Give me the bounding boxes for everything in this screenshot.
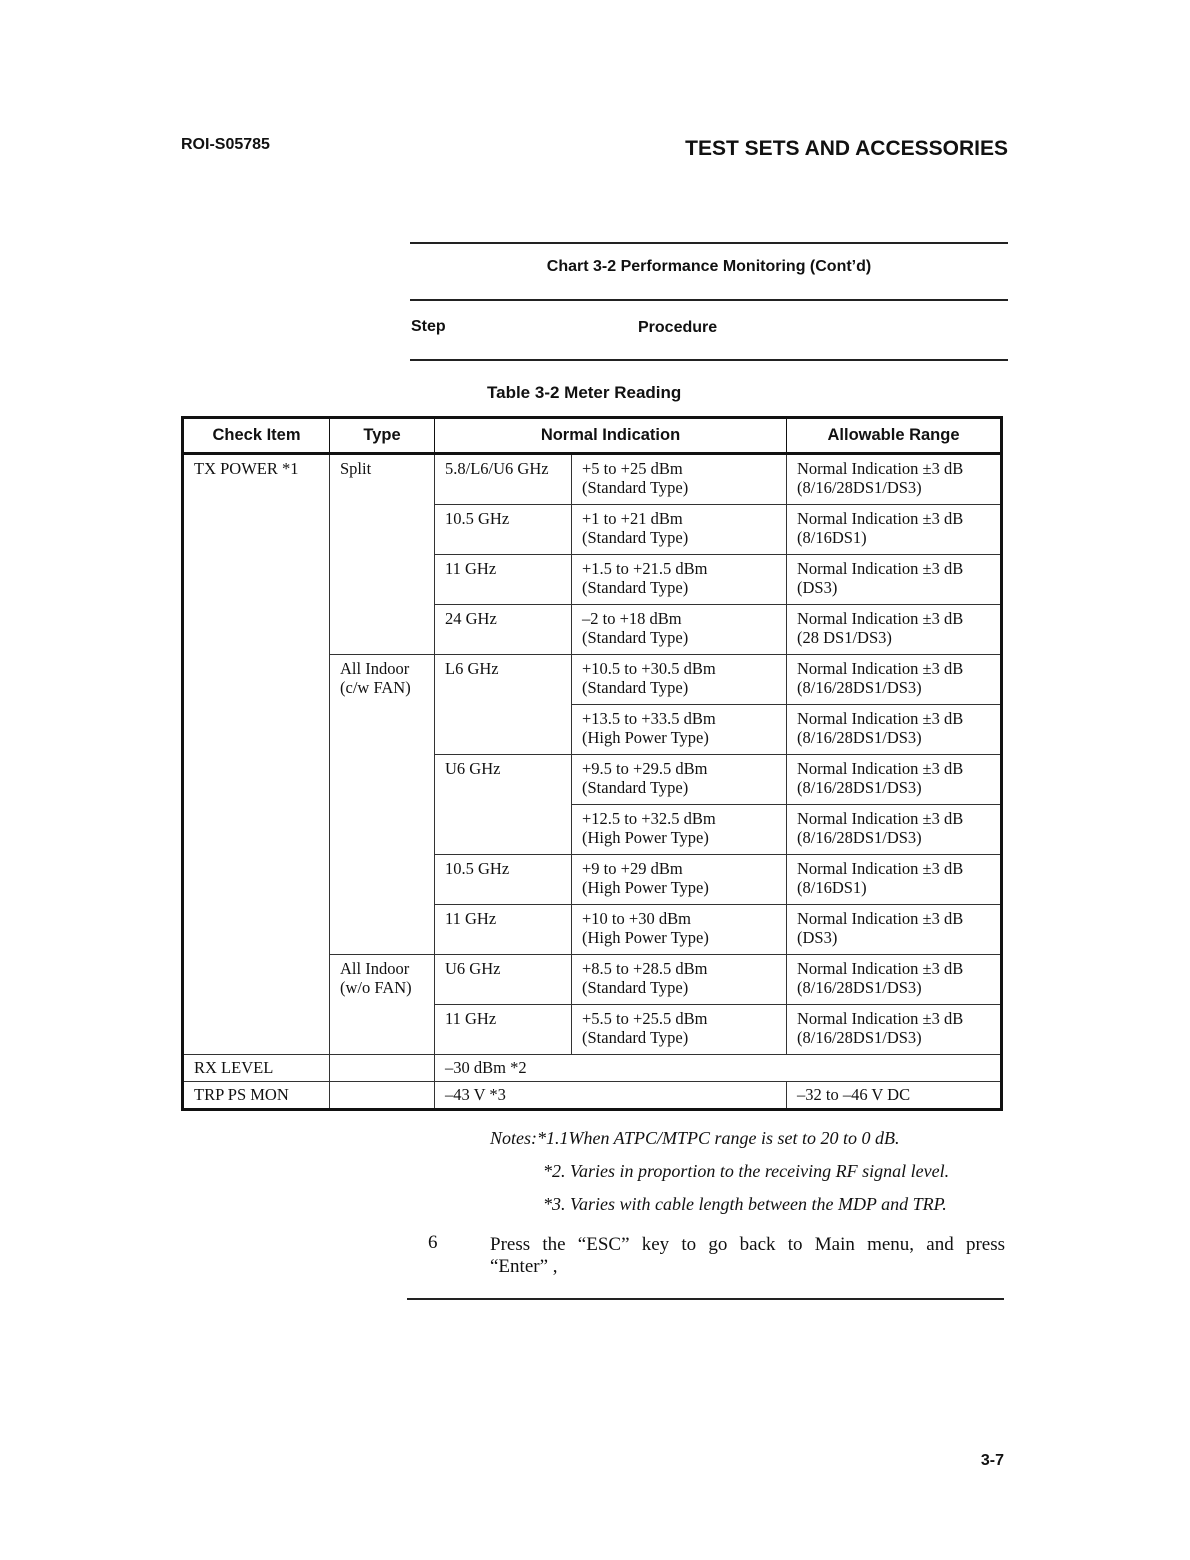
band-cell: 11 GHz (435, 905, 572, 955)
section-title: TEST SETS AND ACCESSORIES (685, 137, 1008, 160)
range-cell: Normal Indication ±3 dB (8/16/28DS1/DS3) (787, 705, 1002, 755)
header-allowable-range: Allowable Range (787, 418, 1002, 454)
band-cell: 10.5 GHz (435, 855, 572, 905)
type-cell: All Indoor (w/o FAN) (330, 955, 435, 1055)
table-header-row (183, 418, 1002, 454)
normal-indication-cell: –30 dBm *2 (435, 1055, 1002, 1082)
range-cell: Normal Indication ±3 dB (8/16/28DS1/DS3) (787, 1005, 1002, 1055)
document-id: ROI-S05785 (181, 136, 270, 153)
band-cell: 11 GHz (435, 555, 572, 605)
power-cell: +10.5 to +30.5 dBm (Standard Type) (572, 655, 787, 705)
band-cell: U6 GHz (435, 755, 572, 855)
power-cell: +1.5 to +21.5 dBm (Standard Type) (572, 555, 787, 605)
power-cell: –2 to +18 dBm (Standard Type) (572, 605, 787, 655)
divider (410, 299, 1008, 301)
check-item-cell: TRP PS MON (183, 1082, 330, 1110)
range-cell: Normal Indication ±3 dB (8/16/28DS1/DS3) (787, 955, 1002, 1005)
check-item-cell: RX LEVEL (183, 1055, 330, 1082)
divider (410, 359, 1008, 361)
step-column-label: Step (411, 318, 446, 335)
band-cell: 11 GHz (435, 1005, 572, 1055)
band-cell: U6 GHz (435, 955, 572, 1005)
range-cell: Normal Indication ±3 dB (8/16/28DS1/DS3) (787, 655, 1002, 705)
range-cell: Normal Indication ±3 dB (8/16DS1) (787, 855, 1002, 905)
chart-title: Chart 3-2 Performance Monitoring (Cont’d) (546, 258, 872, 275)
range-cell: Normal Indication ±3 dB (28 DS1/DS3) (787, 605, 1002, 655)
note-2: *2. Varies in proportion to the receiving RF signal level. (543, 1161, 950, 1181)
band-cell: L6 GHz (435, 655, 572, 755)
type-cell: Split (330, 454, 435, 655)
table-row (183, 454, 1002, 505)
step-procedure-text-continued: “Enter” , (490, 1256, 558, 1277)
note-3: *3. Varies with cable length between the MDP and TRP. (543, 1194, 947, 1214)
power-cell: +5 to +25 dBm (Standard Type) (572, 454, 787, 505)
normal-indication-cell: –43 V *3 (435, 1082, 787, 1110)
power-cell: +12.5 to +32.5 dBm (High Power Type) (572, 805, 787, 855)
band-cell: 10.5 GHz (435, 505, 572, 555)
type-cell: All Indoor (c/w FAN) (330, 655, 435, 955)
range-cell: Normal Indication ±3 dB (DS3) (787, 555, 1002, 605)
band-cell: 5.8/L6/U6 GHz (435, 454, 572, 505)
range-cell: –32 to –46 V DC (787, 1082, 1002, 1110)
divider (410, 242, 1008, 244)
range-cell: Normal Indication ±3 dB (8/16/28DS1/DS3) (787, 454, 1002, 505)
step-procedure-text: Press the “ESC” key to go back to Main menu, and press (490, 1234, 1005, 1255)
procedure-column-label: Procedure (638, 319, 718, 336)
divider (407, 1298, 1004, 1300)
header-type: Type (330, 418, 435, 454)
table-row (183, 1082, 1002, 1110)
power-cell: +13.5 to +33.5 dBm (High Power Type) (572, 705, 787, 755)
power-cell: +1 to +21 dBm (Standard Type) (572, 505, 787, 555)
power-cell: +5.5 to +25.5 dBm (Standard Type) (572, 1005, 787, 1055)
range-cell: Normal Indication ±3 dB (8/16DS1) (787, 505, 1002, 555)
meter-reading-table (181, 416, 1003, 1111)
power-cell: +9.5 to +29.5 dBm (Standard Type) (572, 755, 787, 805)
note-1: Notes:*1.1When ATPC/MTPC range is set to 20 to 0 dB. (490, 1128, 900, 1148)
type-cell (330, 1082, 435, 1110)
table-title: Table 3-2 Meter Reading (487, 383, 682, 402)
table-row (183, 1055, 1002, 1082)
step-number: 6 (428, 1232, 438, 1253)
power-cell: +10 to +30 dBm (High Power Type) (572, 905, 787, 955)
power-cell: +8.5 to +28.5 dBm (Standard Type) (572, 955, 787, 1005)
header-check-item: Check Item (183, 418, 330, 454)
band-cell: 24 GHz (435, 605, 572, 655)
page-number: 3-7 (980, 1452, 1004, 1469)
power-cell: +9 to +29 dBm (High Power Type) (572, 855, 787, 905)
range-cell: Normal Indication ±3 dB (8/16/28DS1/DS3) (787, 805, 1002, 855)
range-cell: Normal Indication ±3 dB (DS3) (787, 905, 1002, 955)
check-item-cell: TX POWER *1 (183, 454, 330, 1055)
type-cell (330, 1055, 435, 1082)
header-normal-indication: Normal Indication (435, 418, 787, 454)
range-cell: Normal Indication ±3 dB (8/16/28DS1/DS3) (787, 755, 1002, 805)
